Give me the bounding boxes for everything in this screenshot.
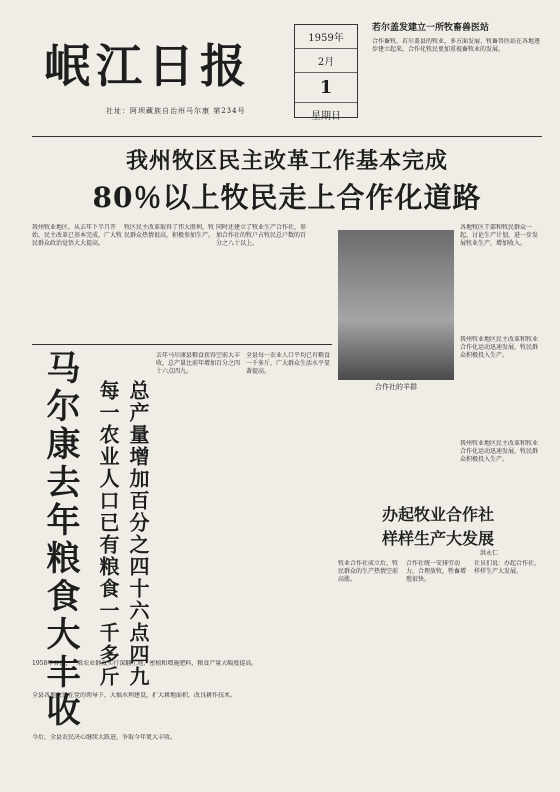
date-box <box>294 24 358 122</box>
photo-caption: 合作社的羊群 <box>375 383 417 391</box>
top-article: 合作畜牧、若尔盖县的牧业，多方面发展、牧畜兽医站在各地逐步建立起来，合作化牧民更加重视畜牧业的发展。 <box>372 38 541 53</box>
main-headline-2: 80％以上牧民走上合作化道路 <box>92 181 482 214</box>
story-col-5: 今后，全县农民决心继续大跃进，争取今年更大丰收。 <box>32 734 177 741</box>
story-col-1: 去年马尔康县粮食获得空前大丰收，总产量比前年增加百分之四十六点四九。 <box>156 352 240 375</box>
sheep-photo <box>338 230 454 380</box>
lead-col-2: 牧区民主改革取得了伟大胜利，牧民群众热情很高，积极参加生产。 <box>124 224 215 239</box>
divider <box>32 344 332 345</box>
lead-col-4: 各地牧区干部和牧民群众一起，讨论生产计划，进一步发展牧业生产，增加收入。 <box>460 224 539 247</box>
divider <box>32 136 542 137</box>
middle-author: 洪永仁 <box>480 550 499 557</box>
right-col: 我州牧业地区民主改革和牧业合作化运动迅速发展，牧民群众积极投入生产。 <box>460 440 539 463</box>
story-subtitle-2: 总产量增加百分之四十六点四九 <box>126 380 150 688</box>
middle-col-2: 合作社统一安排劳动力，合理放牧，牲畜增殖很快。 <box>406 560 467 583</box>
story-col-4: 全县各地农民在党的领导下，大搞水利建设，扩大耕地面积，改良耕作技术。 <box>32 692 237 699</box>
middle-col-3: 社员们说：办起合作社，样样生产大发展。 <box>474 560 541 575</box>
story-col-2: 全县每一农业人口平均已有粮食一千多斤，广大群众生活水平显著提高。 <box>246 352 330 375</box>
story-vertical-title: 马尔康去年粮食大丰收 <box>40 350 80 730</box>
lead-col-5: 我州牧业地区民主改革和牧业合作化运动迅速发展，牧民群众积极投入生产。 <box>460 336 539 359</box>
date-day: 1 <box>295 73 357 103</box>
masthead-title: 岷江日报 <box>44 39 252 93</box>
lead-col-3: 同时还建立了牧业生产合作社，参加合作社的牧户占牧民总户数的百分之八十以上。 <box>216 224 307 247</box>
story-subtitle-1: 每一农业人口已有粮食一千多斤 <box>96 380 120 688</box>
top-headline: 若尔盖发建立一所牧畜兽医站 <box>372 23 490 33</box>
lead-col-1: 我州牧业地区，从去年下半月开始，民主改革已基本完成，广大牧民群众政治觉悟大大提高。 <box>32 224 123 247</box>
middle-headline-2: 样样生产大发展 <box>381 529 494 548</box>
main-headline-1: 我州牧区民主改革工作基本完成 <box>125 148 448 174</box>
date-month: 2月 <box>295 49 357 73</box>
masthead-publisher: 社址：阿坝藏族自治州马尔康 第234号 <box>106 107 246 115</box>
middle-col-1: 牧业合作社成立后，牧民群众的生产热情空前高涨。 <box>338 560 399 583</box>
story-col-3: 1958年春播，一般农业群众实行深翻土地、密植和增施肥料，粮食产量大幅度提高。 <box>32 660 258 667</box>
date-weekday: 星期日 <box>311 111 341 122</box>
middle-headline-1: 办起牧业合作社 <box>381 505 494 524</box>
date-year: 1959年 <box>295 25 357 49</box>
